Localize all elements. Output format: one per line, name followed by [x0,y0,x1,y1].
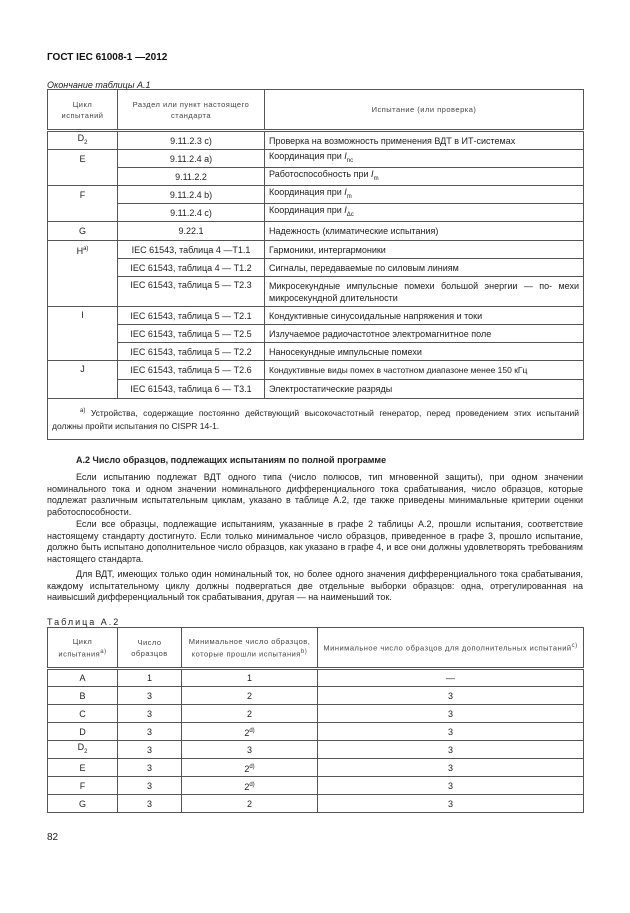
min-additional-cell: 3 [318,687,584,705]
clause-cell: 9.11.2.4 c) [118,204,265,222]
table-row [48,241,584,259]
table-a1-continued [47,89,584,440]
table-row [48,669,584,687]
cycle-cell: A [48,669,118,687]
table-row [48,361,584,380]
test-cell: Излучаемое радиочастотное электромагнитное поле [265,325,584,343]
table-row [48,723,584,741]
clause-cell: IEC 61543, таблица 6 — T3.1 [118,380,265,399]
test-cell: Координация при $I_{nc}$ [265,150,584,168]
table-row [48,186,584,204]
table-row [48,307,584,325]
test-cell: Работоспособность при $I_m$ [265,168,584,186]
min-passed-cell: 2 [182,687,318,705]
test-cell: Сигналы, передаваемые по силовым линиям [265,259,584,277]
cycle-cell: C [48,705,118,723]
table-row [48,777,584,795]
min-additional-cell: 3 [318,759,584,777]
table-row [48,325,584,343]
min-additional-cell: 3 [318,723,584,741]
cycle-cell: E [48,759,118,777]
paragraph-1: Если испытанию подлежат ВДТ одного типа (число полюсов, тип мгновенной защиты), при одном значении номинального тока и одном значении номинального дифференциального тока срабатывания, число образцов, которые подлежат различным испытательным циклам, указано в таблице А.2, где также приведены минимальные критерии оценки работоспособности. [47,472,583,517]
cycle-cell: $H^{a)}$ [48,241,118,307]
cycle-cell: F [48,186,118,222]
table-row [48,150,584,168]
clause-cell: IEC 61543, таблица 5 — T2.1 [118,307,265,325]
clause-cell: IEC 61543, таблица 5 — T2.3 [118,277,265,307]
samples-cell: 3 [118,705,182,723]
min-additional-cell: 3 [318,795,584,813]
test-cell: Проверка на возможность применения ВДТ в ИТ-системах [265,131,584,150]
cycle-cell: D [48,723,118,741]
col-header-min-additional: Минимальное число образцов для дополнительных испытаний$^{c)}$ [318,628,584,669]
test-cell: Координация при $I_m$ [265,186,584,204]
document-header: ГОСТ IEC 61008-1 —2012 [47,52,168,63]
paragraph-2: Если все образцы, подлежащие испытаниям, указанные в графе 2 таблицы А.2, прошли испытания, соответствие настоящему стандарту достигнуто. Если только минимальное число образцов, приведенное в графе 3, прошло испытание, должно быть испытано дополнительное число образцов, как указано в графе 4, и все они должны удовлетворять требованиям настоящего стандарта. [47,519,583,564]
table-row [48,741,584,759]
table-row [48,222,584,241]
cycle-cell: E [48,150,118,186]
col-header-clause: Раздел или пункт настоящего стандарта [118,90,265,131]
min-passed-cell: 2$^{d)}$ [182,777,318,795]
test-cell: Электростатические разряды [265,380,584,399]
min-additional-cell: 3 [318,705,584,723]
min-additional-cell: 3 [318,777,584,795]
table2-caption: Таблица А.2 [47,617,121,627]
table-footnote-row [48,399,584,440]
col-header-test: Испытание (или проверка) [265,90,584,131]
test-cell: Гармоники, интергармоники [265,241,584,259]
min-passed-cell: 2 [182,795,318,813]
clause-cell: 9.11.2.4 a) [118,150,265,168]
cycle-cell: G [48,795,118,813]
clause-cell: 9.11.2.3 c) [118,131,265,150]
samples-cell: 3 [118,723,182,741]
min-additional-cell: — [318,669,584,687]
cycle-cell: $D_2$ [48,741,118,759]
section-title: А.2 Число образцов, подлежащих испытаниям по полной программе [76,455,387,465]
table-row [48,168,584,186]
table-row [48,687,584,705]
cycle-cell: B [48,687,118,705]
min-passed-cell: 1 [182,669,318,687]
clause-cell: IEC 61543, таблица 5 — T2.2 [118,343,265,361]
samples-cell: 3 [118,759,182,777]
table-row [48,380,584,399]
clause-cell: IEC 61543, таблица 4 — T1.2 [118,259,265,277]
table-row [48,343,584,361]
cycle-cell: F [48,777,118,795]
test-cell: Координация при $I_{\Delta c}$ [265,204,584,222]
table-row [48,131,584,150]
test-cell: Кондуктивные виды помех в частотном диапазоне менее 150 кГц [265,361,584,380]
page-number: 82 [47,832,59,843]
samples-cell: 1 [118,669,182,687]
cycle-cell: $D_2$ [48,131,118,150]
col-header-samples: Число образцов [118,628,182,669]
table-row [48,759,584,777]
test-cell: Надежность (климатические испытания) [265,222,584,241]
samples-cell: 3 [118,741,182,759]
clause-cell: IEC 61543, таблица 5 — T2.6 [118,361,265,380]
cycle-cell: J [48,361,118,399]
table-row [48,705,584,723]
col-header-cycle: Цикл испытаний [48,90,118,131]
test-cell: Наносекундные импульсные помехи [265,343,584,361]
table-row [48,204,584,222]
clause-cell: 9.22.1 [118,222,265,241]
test-cell: Микросекундные импульсные помехи большой энергии — по- мехи микросекундной длительности [265,277,584,307]
cycle-cell: G [48,222,118,241]
paragraph-3: Для ВДТ, имеющих только один номинальный ток, но более одного значения дифференциального тока срабатывания, каждому испытательному циклу должны подвергаться две отдельные выборки образцов: одна, отрегулированная на наивысший дифференциальный ток срабатывания, другая — на наименьший ток. [47,569,583,602]
cycle-cell: I [48,307,118,361]
min-passed-cell: 3 [182,741,318,759]
table1-caption: Окончание таблицы А.1 [47,80,151,90]
table-row [48,259,584,277]
samples-cell: 3 [118,687,182,705]
clause-cell: IEC 61543, таблица 4 —T1.1 [118,241,265,259]
min-passed-cell: 2$^{d)}$ [182,723,318,741]
clause-cell: 9.11.2.2 [118,168,265,186]
min-additional-cell: 3 [318,741,584,759]
clause-cell: 9.11.2.4 b) [118,186,265,204]
table-row [48,795,584,813]
table-a2 [47,627,584,813]
clause-cell: IEC 61543, таблица 5 — T2.5 [118,325,265,343]
test-cell: Кондуктивные синусоидальные напряжения и токи [265,307,584,325]
min-passed-cell: 2 [182,705,318,723]
samples-cell: 3 [118,795,182,813]
col-header-cycle: Цикл испытания$^{a)}$ [48,628,118,669]
col-header-min-passed: Минимальное число образцов, которые прошли испытания$^{b)}$ [182,628,318,669]
table-footnote: $^{a)}$ Устройства, содержащие постоянно действующий высокочастотный генератор, перед проведением этих испытаний должны пройти испытания по CISPR 14-1. [48,399,584,440]
min-passed-cell: 2$^{d)}$ [182,759,318,777]
table-row [48,277,584,307]
samples-cell: 3 [118,777,182,795]
